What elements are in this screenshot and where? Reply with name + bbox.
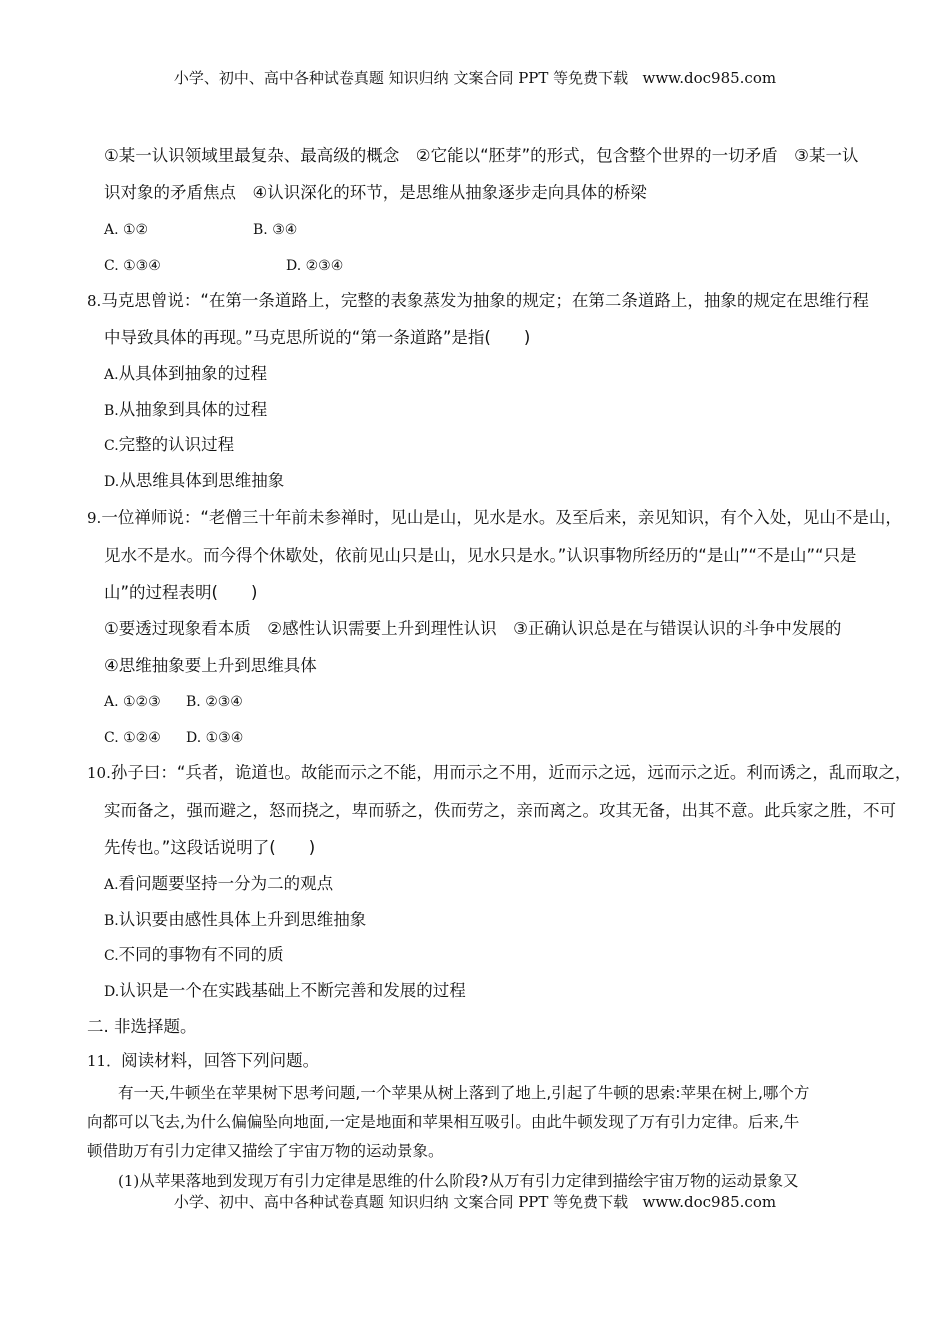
q11-material-line3: 顿借助万有引力定律又描绘了宇宙万物的运动景象。 bbox=[87, 1142, 444, 1160]
q10-option-a-text: 看问题要坚持一分为二的观点 bbox=[118, 874, 334, 893]
q8-option-a bbox=[104, 363, 267, 386]
q10-option-c bbox=[104, 944, 284, 967]
q7-option-d-wrap bbox=[286, 254, 343, 277]
q7-option-b-wrap bbox=[253, 218, 297, 241]
q7-option-a: A. ①② bbox=[104, 222, 149, 238]
q7-line2: 识对象的矛盾焦点 ④认识深化的环节，是思维从抽象逐步走向具体的桥梁 bbox=[104, 183, 647, 202]
header-text: 小学、初中、高中各种试卷真题 知识归纳 文案合同 PPT 等免费下载 bbox=[173, 69, 629, 87]
q8-option-b bbox=[104, 399, 267, 422]
q9-line1 bbox=[87, 507, 902, 529]
q8-option-d-text: 从思维具体到思维抽象 bbox=[119, 471, 285, 490]
q11-title-line bbox=[87, 1050, 319, 1072]
q7-option-b: B. ③④ bbox=[253, 222, 298, 238]
q8-stem-1: 马克思曾说：“在第一条道路上，完整的表象蒸发为抽象的规定；在第二条道路上，抽象的规定在思维行程 bbox=[101, 291, 869, 310]
q10-option-c-label: C. bbox=[104, 948, 119, 964]
q10-stem-1: 孙子曰：“兵者，诡道也。故能而示之不能，用而示之不用，近而示之远，远而示之近。利而诱之，乱而取之， bbox=[110, 763, 912, 782]
q7-options-ab bbox=[104, 218, 148, 241]
section2-title: 二. 非选择题。 bbox=[87, 1017, 197, 1036]
q7-option-c-wrap bbox=[104, 254, 161, 277]
page-header bbox=[0, 67, 950, 88]
q9-option-c: C. ①②④ bbox=[104, 730, 161, 746]
q8-option-d-label: D. bbox=[104, 474, 120, 490]
q11-title: 阅读材料，回答下列问题。 bbox=[121, 1051, 320, 1070]
q9-line3: 山”的过程表明( ) bbox=[104, 583, 258, 602]
q9-option-d-wrap bbox=[186, 726, 243, 749]
q9-number: 9. bbox=[87, 509, 102, 527]
page-footer bbox=[0, 1191, 950, 1212]
q9-line4: ①要透过现象看本质 ②感性认识需要上升到理性认识 ③正确认识总是在与错误认识的斗争中发展的 bbox=[104, 619, 842, 638]
q11-material-line2: 向都可以飞去,为什么偏偏坠向地面,一定是地面和苹果相互吸引。由此牛顿发现了万有引力定律。后来,牛 bbox=[87, 1113, 800, 1131]
q8-number: 8. bbox=[87, 292, 102, 310]
q8-option-c-text: 完整的认识过程 bbox=[118, 435, 235, 454]
q8-option-b-label: B. bbox=[104, 403, 119, 419]
q8-line1 bbox=[87, 290, 869, 312]
q9-option-c-wrap bbox=[104, 726, 161, 749]
q8-line2: 中导致具体的再现。”马克思所说的“第一条道路”是指( ) bbox=[104, 328, 531, 347]
q8-option-d bbox=[104, 470, 284, 493]
q10-line1 bbox=[87, 762, 911, 784]
q9-line5: ④思维抽象要上升到思维具体 bbox=[104, 656, 317, 675]
q10-option-d-label: D. bbox=[104, 984, 120, 1000]
q10-option-d bbox=[104, 980, 466, 1003]
q11-material-line1: 有一天,牛顿坐在苹果树下思考问题,一个苹果从树上落到了地上,引起了牛顿的思索:苹果在树上,哪个方 bbox=[118, 1084, 810, 1102]
q8-option-c-label: C. bbox=[104, 438, 119, 454]
q9-stem-1: 一位禅师说：“老僧三十年前未参禅时，见山是山，见水是水。及至后来，亲见知识，有个入处，见山不是山， bbox=[101, 508, 902, 527]
q9-options-ab bbox=[104, 690, 161, 713]
q8-option-c bbox=[104, 434, 234, 457]
q7-option-d: D. ②③④ bbox=[286, 258, 344, 274]
footer-text: 小学、初中、高中各种试卷真题 知识归纳 文案合同 PPT 等免费下载 bbox=[173, 1193, 629, 1211]
q8-option-a-label: A. bbox=[104, 367, 119, 383]
header-url: www.doc985.com bbox=[642, 69, 777, 87]
q8-option-b-text: 从抽象到具体的过程 bbox=[118, 400, 268, 419]
q9-line2: 见水不是水。而今得个休歇处，依前见山只是山，见水只是水。”认识事物所经历的“是山”“不是山”“只是 bbox=[104, 546, 857, 565]
q10-option-b bbox=[104, 909, 366, 932]
q9-option-a: A. ①②③ bbox=[104, 694, 161, 710]
q11-number: 11． bbox=[87, 1052, 122, 1070]
q11-sub1-number: (1) bbox=[118, 1172, 140, 1190]
q11-sub1 bbox=[118, 1170, 798, 1192]
q10-number: 10. bbox=[87, 764, 111, 782]
q7-option-c: C. ①③④ bbox=[104, 258, 161, 274]
q10-line2: 实而备之，强而避之，怒而挠之，卑而骄之，佚而劳之，亲而离之。攻其无备，出其不意。此兵家之胜，不可 bbox=[104, 801, 896, 820]
q8-option-a-text: 从具体到抽象的过程 bbox=[118, 364, 268, 383]
q10-option-b-label: B. bbox=[104, 913, 119, 929]
q10-option-a-label: A. bbox=[104, 877, 119, 893]
q10-option-d-text: 认识是一个在实践基础上不断完善和发展的过程 bbox=[119, 981, 466, 1000]
q9-option-b-wrap bbox=[186, 690, 243, 713]
q10-option-c-text: 不同的事物有不同的质 bbox=[118, 945, 284, 964]
q11-sub1-text: 从苹果落地到发现万有引力定律是思维的什么阶段?从万有引力定律到描绘宇宙万物的运动景象又 bbox=[139, 1172, 799, 1190]
q10-option-a bbox=[104, 873, 333, 896]
q7-line1: ①某一认识领域里最复杂、最高级的概念 ②它能以“胚芽”的形式，包含整个世界的一切矛盾 ③某一认 bbox=[104, 146, 859, 165]
q9-option-d: D. ①③④ bbox=[186, 730, 244, 746]
footer-url: www.doc985.com bbox=[642, 1193, 777, 1211]
q10-line3: 先传也。”这段话说明了( ) bbox=[104, 838, 316, 857]
q9-option-b: B. ②③④ bbox=[186, 694, 243, 710]
q10-option-b-text: 认识要由感性具体上升到思维抽象 bbox=[118, 910, 367, 929]
